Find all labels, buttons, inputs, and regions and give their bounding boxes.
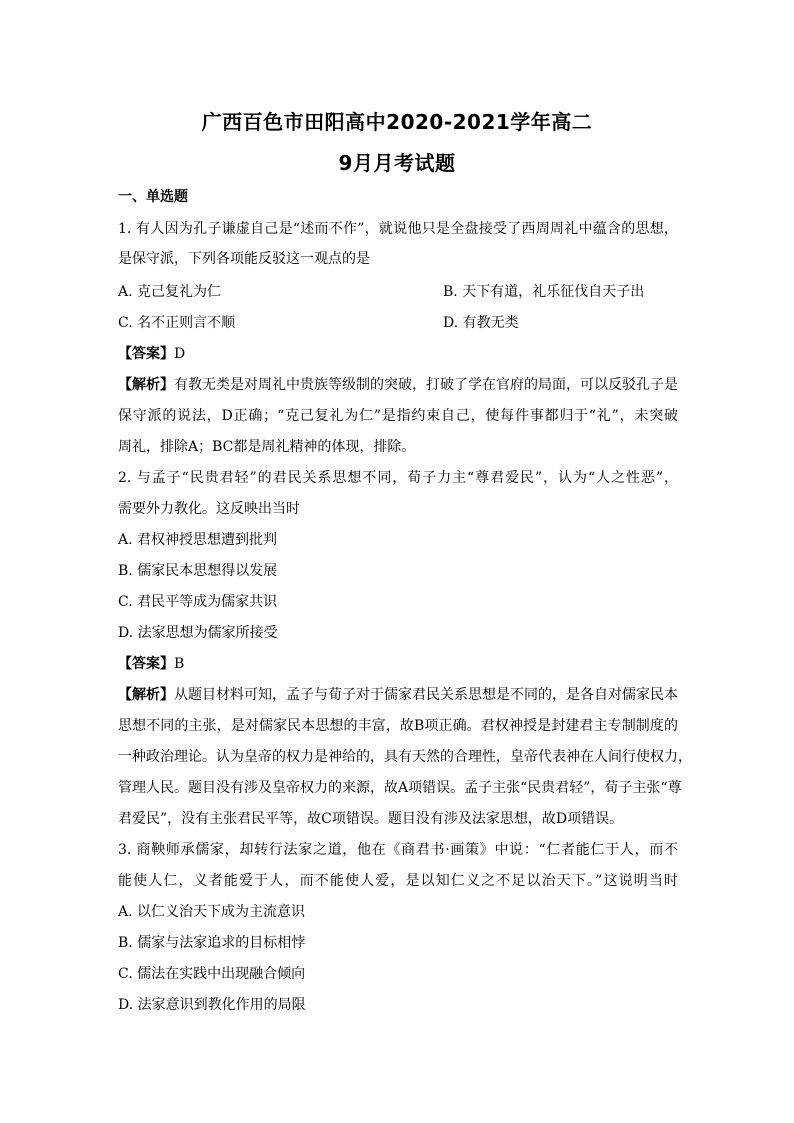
q2-analysis-line2: 思想不同的主张，是对儒家民本思想的丰富，故B项正确。君权神授是封建君主专制制度的 xyxy=(118,718,678,734)
q1-option-d: D. 有教无类 xyxy=(443,315,519,331)
q2-analysis-line1 xyxy=(118,684,678,704)
q2-option-a: A. 君权神授思想遭到批判 xyxy=(118,532,278,548)
q1-stem-line2: 是保守派，下列各项能反驳这一观点的是 xyxy=(118,251,370,267)
q2-analysis-line4: 管理人民。题目没有涉及皇帝权力的来源，故A项错误。孟子主张“民贵君轻”，荀子主张“尊 xyxy=(118,780,682,796)
q2-option-b: B. 儒家民本思想得以发展 xyxy=(118,563,278,579)
q3-option-a: A. 以仁义治天下成为主流意识 xyxy=(118,904,306,920)
answer-value: D xyxy=(174,346,186,362)
q1-analysis-line3: 周礼，排除A；BC都是周礼精神的体现，排除。 xyxy=(118,439,416,455)
q3-stem-line2: 能使人仁，义者能爱于人，而不能使人爱，是以知仁义之不足以治天下。”这说明当时 xyxy=(118,873,678,889)
analysis-tag: 【解析】 xyxy=(118,687,174,703)
page-title-line1: 广西百色市田阳高中2020-2021学年高二 xyxy=(201,110,593,134)
q1-option-c: C. 名不正则言不顺 xyxy=(118,315,236,331)
answer-value: B xyxy=(174,656,185,672)
q3-option-b: B. 儒家与法家追求的目标相悖 xyxy=(118,935,306,951)
answer-tag: 【答案】 xyxy=(118,346,174,362)
q2-option-d: D. 法家思想为儒家所接受 xyxy=(118,625,278,641)
page-title-line2: 9月月考试题 xyxy=(338,151,456,175)
answer-tag: 【答案】 xyxy=(118,656,174,672)
q3-stem-line1: 3. 商鞅师承儒家，却转行法家之道，他在《商君书·画策》中说：“仁者能仁于人，而不 xyxy=(118,842,678,858)
analysis-tag: 【解析】 xyxy=(118,377,174,393)
q2-stem-line1: 2. 与孟子“民贵君轻”的君民关系思想不同，荀子力主“尊君爱民”，认为“人之性恶”， xyxy=(118,470,678,486)
analysis-text: 从题目材料可知，孟子与荀子对于儒家君民关系思想是不同的，是各自对儒家民本 xyxy=(174,687,678,703)
section-heading: 一、单选题 xyxy=(118,189,188,205)
q2-option-c: C. 君民平等成为儒家共识 xyxy=(118,594,278,610)
q2-stem-line2: 需要外力教化。这反映出当时 xyxy=(118,501,300,517)
analysis-text: 有教无类是对周礼中贵族等级制的突破，打破了学在官府的局面，可以反驳孔子是 xyxy=(174,377,678,393)
q2-answer xyxy=(118,653,184,673)
q1-analysis-line2: 保守派的说法，D正确；“克己复礼为仁”是指约束自己，使每件事都归于“礼”，未突破 xyxy=(118,408,678,424)
q3-option-c: C. 儒法在实践中出现融合倾向 xyxy=(118,966,306,982)
q1-option-b: B. 天下有道，礼乐征伐自天子出 xyxy=(443,284,645,300)
q2-analysis-line3: 一种政治理论。认为皇帝的权力是神给的，具有天然的合理性，皇帝代表神在人间行使权力， xyxy=(118,749,692,765)
q1-analysis-line1 xyxy=(118,374,678,394)
q1-answer xyxy=(118,343,185,363)
q2-analysis-line5: 君爱民”，没有主张君民平等，故C项错误。题目没有涉及法家思想，故D项错误。 xyxy=(118,811,624,827)
q3-option-d: D. 法家意识到教化作用的局限 xyxy=(118,997,306,1013)
q1-option-a: A. 克己复礼为仁 xyxy=(118,284,222,300)
q1-stem-line1: 1. 有人因为孔子谦虚自己是“述而不作”，就说他只是全盘接受了西周周礼中蕴含的思想， xyxy=(118,221,678,237)
